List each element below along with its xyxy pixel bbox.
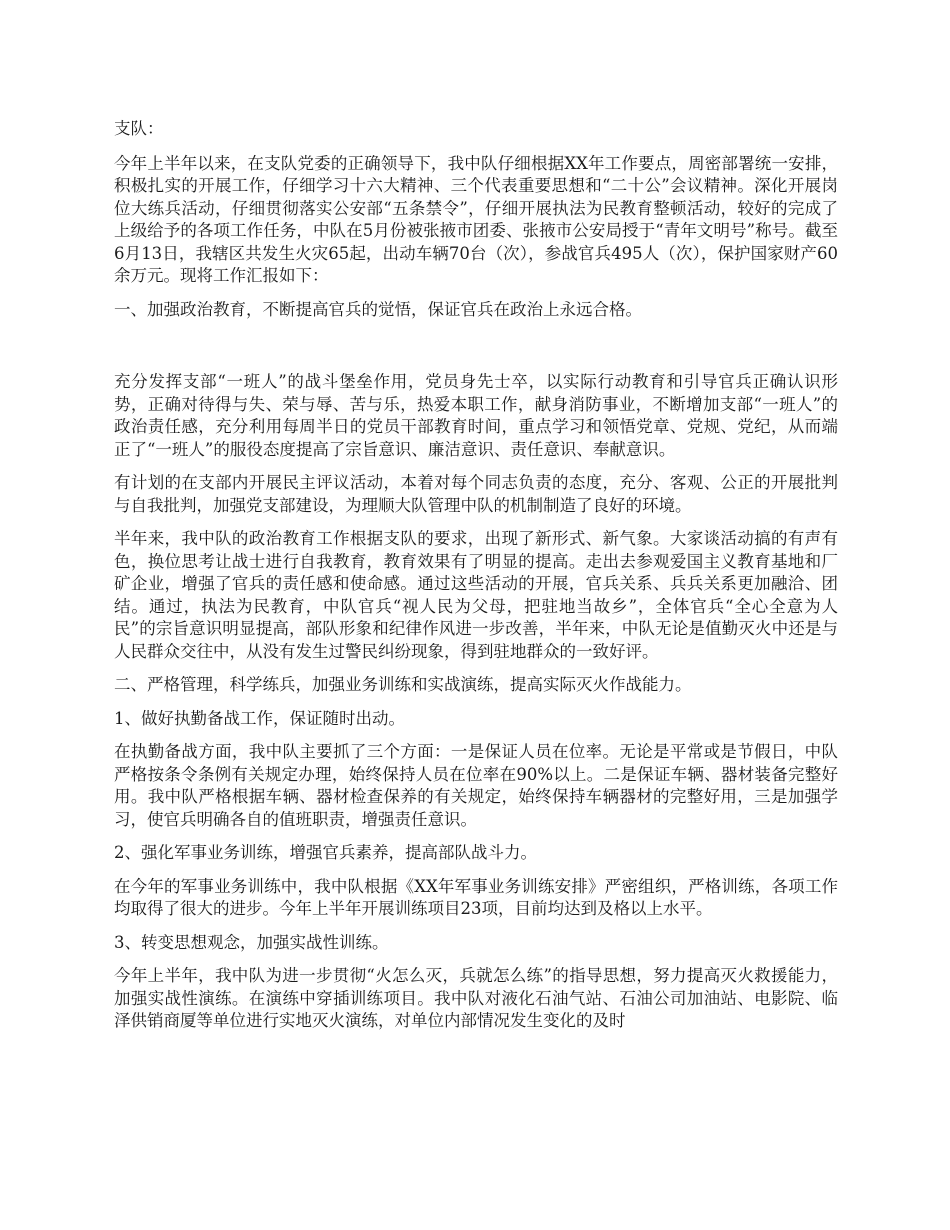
section-heading-1: 一、加强政治教育，不断提高官兵的觉悟，保证官兵在政治上永远合格。 (114, 299, 642, 319)
intro-paragraph: 今年上半年以来，在支队党委的正确领导下，我中队仔细根据XX年工作要点，周密部署统一安排，积极扎实的开展工作，仔细学习十六大精神、三个代表重要思想和“二十公”会议精神。深化开展岗位大练兵活动，仔细贯彻落实公安部“五条禁令”，仔细开展执法为民教育整顿活动，较好的完成了上级给予的各项工作任务，中队在5月份被张掖市团委、张掖市公安局授于“青年文明号”称号。截至6月13日，我辖区共发生火灾65起，出动车辆70台（次），参战官兵495人（次），保护国家财产60余万元。现将工作汇报如下： (114, 153, 838, 285)
body-paragraph: 半年来，我中队的政治教育工作根据支队的要求，出现了新形式、新气象。大家谈活动搞的有声有色，换位思考让战士进行自我教育，教育效果有了明显的提高。走出去参观爱国主义教育基地和厂矿企业，增强了官兵的责任感和使命感。通过这些活动的开展，官兵关系、兵兵关系更加融洽、团结。通过，执法为民教育，中队官兵“视人民为父母，把驻地当故乡”，全体官兵“全心全意为人民”的宗旨意识明显提高，部队形象和纪律作风进一步改善，半年来，中队无论是值勤灭火中还是与人民群众交往中，从没有发生过警民纠纷现象，得到驻地群众的一致好评。 (114, 529, 838, 661)
document-body (114, 118, 838, 1044)
body-paragraph: 充分发挥支部“一班人”的战斗堡垒作用，党员身先士卒，以实际行动教育和引导官兵正确认识形势，正确对待得与失、荣与辱、苦与乐，热爱本职工作，献身消防事业，不断增加支部“一班人”的政治责任感，充分利用每周半日的党员干部教育时间，重点学习和领悟党章、党规、党纪，从而端正了“一班人”的服役态度提高了宗旨意识、廉洁意识、责任意识、奉献意识。 (114, 372, 838, 459)
subsection-heading-2: 2、强化军事业务训练，增强官兵素养，提高部队战斗力。 (114, 843, 537, 862)
body-paragraph: 在执勤备战方面，我中队主要抓了三个方面：一是保证人员在位率。无论是平常或是节假日，中队严格按条令条例有关规定办理，始终保持人员在位率在90%以上。二是保证车辆、器材装备完整好用。我中队严格根据车辆、器材检查保养的有关规定，始终保持车辆器材的完整好用，三是加强学习，使官兵明确各自的值班职责，增强责任意识。 (114, 742, 838, 829)
subsection-heading-3: 3、转变思想观念，加强实战性训练。 (114, 932, 389, 952)
subsection-heading-1: 1、做好执勤备战工作，保证随时出动。 (114, 708, 405, 728)
salutation: 支队： (114, 119, 164, 138)
section-heading-2: 二、严格管理，科学练兵，加强业务训练和实战演练，提高实际灭火作战能力。 (114, 675, 692, 694)
body-paragraph: 在今年的军事业务训练中，我中队根据《XX年军事业务训练安排》严密组织，严格训练，各项工作均取得了很大的进步。今年上半年开展训练项目23项，目前均达到及格以上水平。 (114, 876, 838, 918)
body-paragraph: 有计划的在支部内开展民主评议活动，本着对每个同志负责的态度，充分、客观、公正的开展批判与自我批判，加强党支部建设，为理顺大队管理中队的机制制造了良好的环境。 (114, 473, 838, 515)
body-paragraph: 今年上半年，我中队为进一步贯彻“火怎么灭，兵就怎么练”的指导思想，努力提高灭火救援能力，加强实战性演练。在演练中穿插训练项目。我中队对液化石油气站、石油公司加油站、电影院、临泽供销商厦等单位进行实地灭火演练，对单位内部情况发生变化的及时 (114, 966, 838, 1030)
